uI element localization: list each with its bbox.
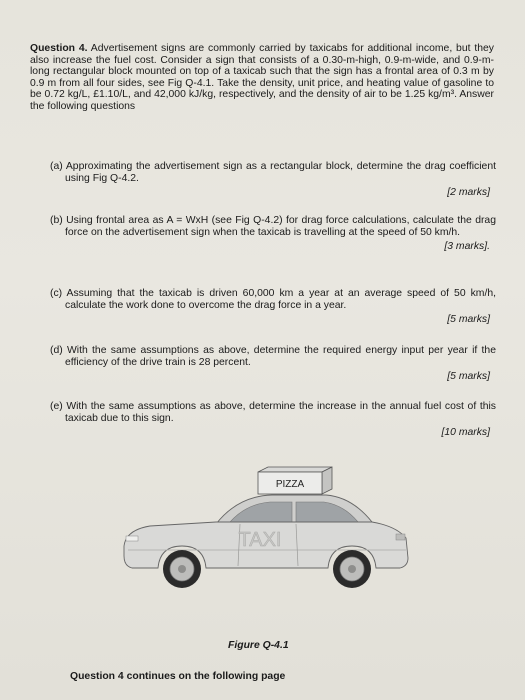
question-part-b xyxy=(50,215,496,253)
part-a-marks: [2 marks] xyxy=(447,187,490,199)
question-intro xyxy=(30,43,494,113)
taxi-car xyxy=(124,495,408,588)
pizza-sign xyxy=(258,467,332,494)
question-heading: Question 4. xyxy=(30,43,88,54)
part-e-text: (e) With the same assumptions as above, determine the increase in the annual fuel cost of this taxicab due to this sign. xyxy=(50,401,496,424)
part-c-text: (c) Assuming that the taxicab is driven 60,000 km a year at an average speed of 50 km/h, calculate the work done to overcome the drag force in a year. xyxy=(50,288,496,311)
part-d-text: (d) With the same assumptions as above, determine the required energy input per year if the efficiency of the drive train is 28 percent. xyxy=(50,345,496,368)
question-part-c xyxy=(50,288,496,326)
part-a-text: (a) Approximating the advertisement sign as a rectangular block, determine the drag coefficient using Fig Q-4.2. xyxy=(50,161,496,184)
taxi-door-label: TAXI xyxy=(238,529,282,551)
part-b-marks: [3 marks]. xyxy=(444,241,490,253)
question-part-e xyxy=(50,401,496,439)
part-c-marks: [5 marks] xyxy=(447,314,490,326)
part-b-text: (b) Using frontal area as A = WxH (see Fig Q-4.2) for drag force calculations, calculate the drag force on the advertisement sign when the taxicab is travelling at the speed of 50 km/h. xyxy=(50,215,496,238)
front-wheel xyxy=(163,550,201,588)
part-d-marks: [5 marks] xyxy=(447,371,490,383)
question-intro-text: Advertisement signs are commonly carried by taxicabs for additional income, but they also increase the fuel cost. Consider a sign that consists of a 0.30-m-high, 0.9-m-wide, and 0.9-m-long rectangular block mounted on top of a taxicab such that the sign has a frontal area of 0.3 m by 0.9 m from all four sides, see Fig Q-4.1. Take the density, unit price, and heating value of gasoline to be 0.72 kg/L, £1.10/L, and 42,000 kJ/kg, respectively, and the density of air to be 1.25 kg/m³. Answer the following questions xyxy=(30,43,494,112)
question-part-a xyxy=(50,161,496,199)
part-e-marks: [10 marks] xyxy=(441,427,490,439)
taxi-figure xyxy=(120,466,410,616)
continues-note: Question 4 continues on the following page xyxy=(70,671,286,682)
sign-label: PIZZA xyxy=(275,479,305,490)
figure-caption: Figure Q-4.1 xyxy=(228,640,289,651)
question-part-d xyxy=(50,345,496,383)
rear-wheel xyxy=(333,550,371,588)
